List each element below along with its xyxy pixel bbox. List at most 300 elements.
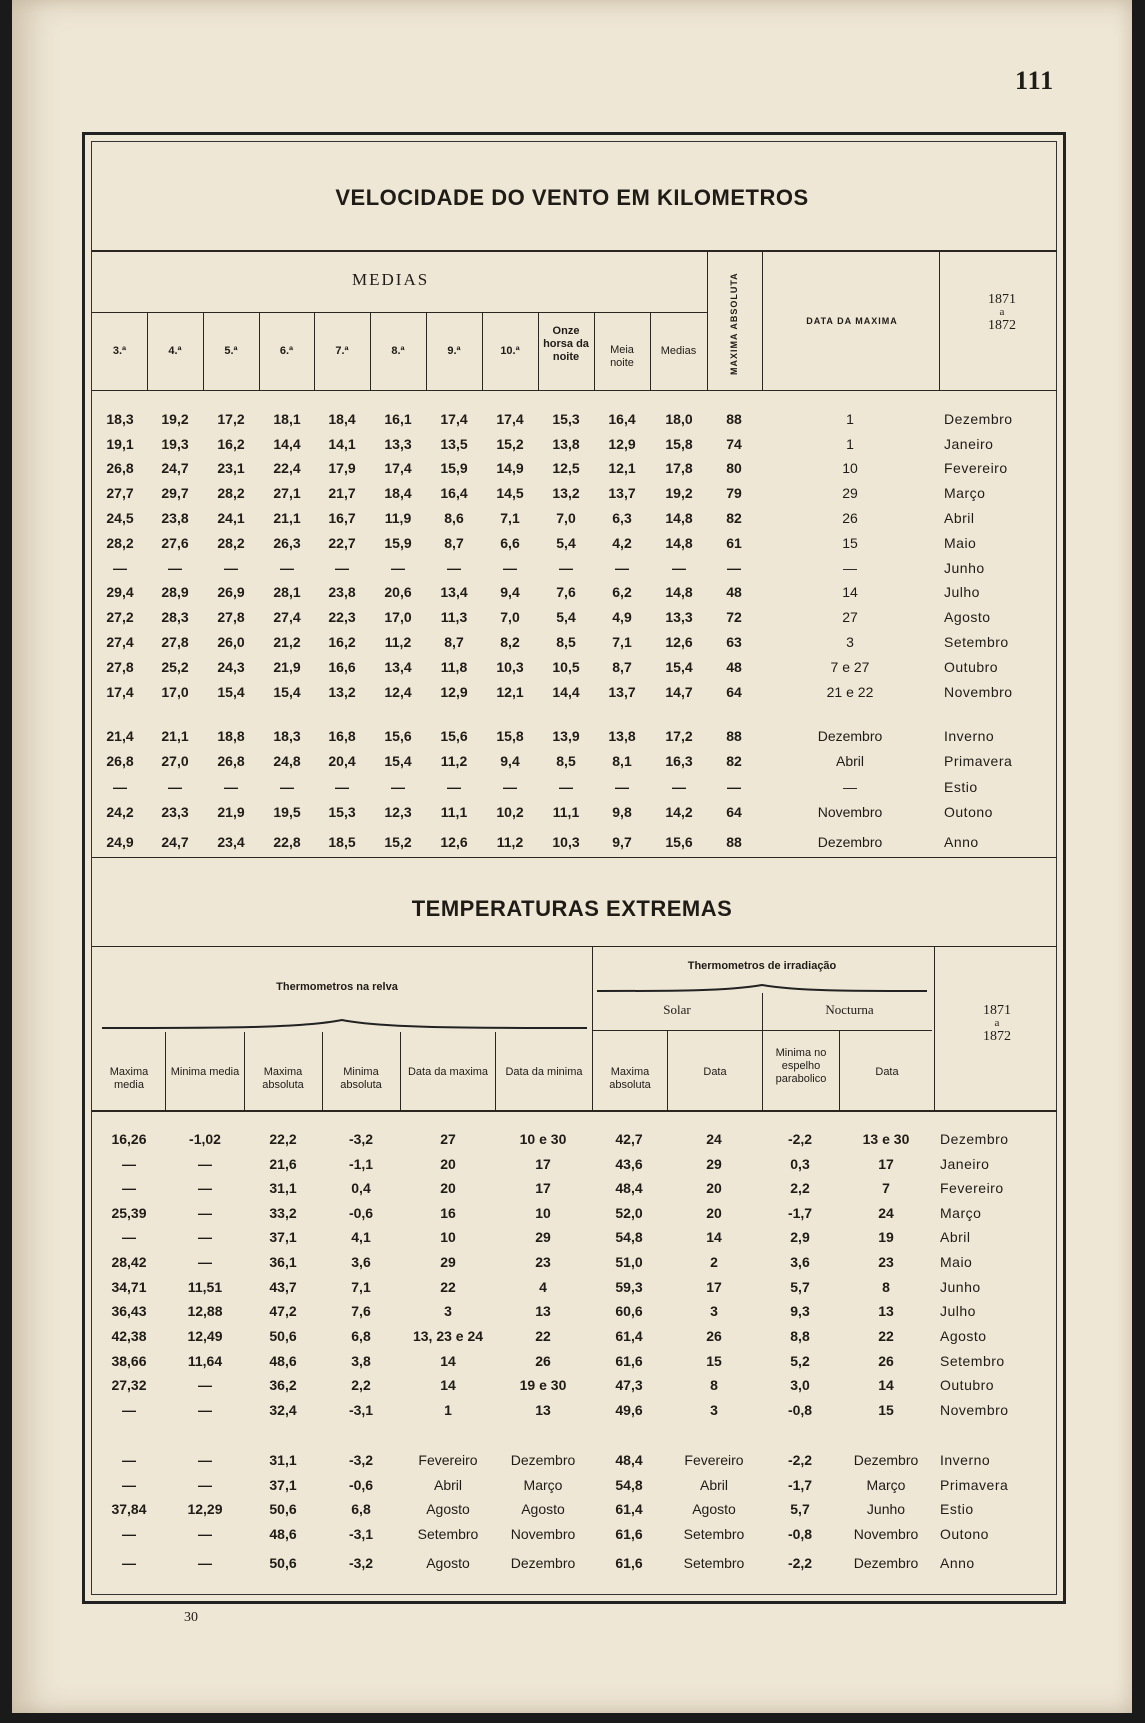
- wind-value-cell: 17,2: [665, 728, 693, 744]
- temp-value-cell: 22: [878, 1328, 894, 1344]
- temp-value-cell: Setembro: [683, 1526, 745, 1542]
- temp-value-cell: 48,6: [269, 1526, 297, 1542]
- wind-value-cell: 26: [842, 510, 858, 526]
- temp-value-cell: 2,2: [351, 1377, 371, 1393]
- temp-value-cell: 27: [440, 1131, 456, 1147]
- month-label: Abril: [940, 1229, 971, 1245]
- wind-value-cell: 15,3: [552, 411, 580, 427]
- wind-value-cell: 26,9: [217, 584, 245, 600]
- wind-value-cell: 13,2: [552, 485, 580, 501]
- wind-value-cell: 14,9: [496, 460, 524, 476]
- temp-value-cell: 26: [878, 1353, 894, 1369]
- temp-month-row: [12, 1202, 1132, 1224]
- temp-month-row: [12, 1177, 1132, 1199]
- temp-value-cell: 16,26: [111, 1131, 147, 1147]
- wind-value-cell: —: [672, 779, 686, 795]
- wind-value-cell: 15,8: [496, 728, 524, 744]
- wind-value-cell: 72: [726, 609, 742, 625]
- year-line-1: 1871: [988, 292, 1016, 307]
- col-min-media: Minima media: [170, 1066, 240, 1078]
- wind-value-cell: 14,4: [552, 684, 580, 700]
- temp-value-cell: —: [198, 1526, 212, 1542]
- wind-value-cell: 18,4: [384, 485, 412, 501]
- temp-value-cell: 48,4: [615, 1452, 643, 1468]
- wind-value-cell: 15,4: [273, 684, 301, 700]
- temp-value-cell: 60,6: [615, 1303, 643, 1319]
- temp-value-cell: —: [198, 1156, 212, 1172]
- wind-value-cell: 17,2: [217, 411, 245, 427]
- temp-value-cell: 22: [535, 1328, 551, 1344]
- wind-value-cell: 21,7: [328, 485, 356, 501]
- temp-value-cell: 2: [710, 1254, 718, 1270]
- wind-value-cell: 16,3: [665, 753, 693, 769]
- wind-value-cell: 25,2: [161, 659, 189, 675]
- col-header-4: 4.ª: [168, 345, 182, 357]
- wind-value-cell: —: [727, 779, 741, 795]
- month-label: Dezembro: [940, 1131, 1009, 1147]
- wind-value-cell: 3: [846, 634, 854, 650]
- temp-value-cell: —: [198, 1180, 212, 1196]
- temp-value-cell: 28,42: [111, 1254, 147, 1270]
- wind-value-cell: 23,4: [217, 834, 245, 850]
- year-line-1: 1871: [983, 1003, 1011, 1018]
- col-header-9: 9.ª: [447, 345, 461, 357]
- wind-value-cell: 29,4: [106, 584, 134, 600]
- temp-value-cell: 22,2: [269, 1131, 297, 1147]
- temp-value-cell: 61,6: [615, 1555, 643, 1571]
- month-label: Setembro: [944, 634, 1009, 650]
- temp-value-cell: -0,6: [348, 1477, 374, 1493]
- wind-value-cell: Novembro: [817, 804, 883, 820]
- temp-month-row: [12, 1226, 1132, 1248]
- wind-value-cell: —: [843, 779, 857, 795]
- wind-value-cell: 26,0: [217, 634, 245, 650]
- temp-season-row: [12, 1449, 1132, 1471]
- year-line-2: a: [999, 306, 1005, 318]
- temp-value-cell: 21,6: [269, 1156, 297, 1172]
- footer-number: 30: [184, 1610, 198, 1625]
- wind-value-cell: 88: [726, 728, 742, 744]
- temp-value-cell: Março: [523, 1477, 563, 1493]
- temp-value-cell: 5,7: [790, 1501, 810, 1517]
- temp-value-cell: -3,2: [348, 1452, 374, 1468]
- wind-title: VELOCIDADE DO VENTO EM KILOMETROS: [335, 185, 809, 210]
- wind-value-cell: 48: [726, 659, 742, 675]
- medias-label: MEDIAS: [352, 270, 430, 289]
- wind-value-cell: 17,4: [496, 411, 524, 427]
- temp-value-cell: —: [198, 1555, 212, 1571]
- col-sep: [839, 1030, 840, 1110]
- temp-value-cell: 15: [878, 1402, 894, 1418]
- temp-value-cell: Novembro: [510, 1526, 576, 1542]
- wind-value-cell: Dezembro: [817, 728, 883, 744]
- wind-value-cell: 26,8: [106, 460, 134, 476]
- col-data-min: Data da minima: [505, 1066, 583, 1078]
- month-label: Outubro: [940, 1377, 995, 1393]
- temp-value-cell: 36,2: [269, 1377, 297, 1393]
- col-header-8: 8.ª: [391, 345, 405, 357]
- wind-value-cell: 10: [842, 460, 858, 476]
- col-sep: [667, 1030, 668, 1110]
- wind-value-cell: 8,7: [444, 535, 464, 551]
- temp-season-row: [12, 1498, 1132, 1520]
- season-label: Primavera: [944, 753, 1013, 769]
- wind-value-cell: 64: [726, 684, 742, 700]
- wind-value-cell: 15,4: [384, 753, 412, 769]
- temp-value-cell: -2,2: [787, 1555, 813, 1571]
- temp-value-cell: 2,2: [790, 1180, 810, 1196]
- wind-value-cell: 27,8: [217, 609, 245, 625]
- temp-value-cell: 8,8: [790, 1328, 810, 1344]
- wind-value-cell: 22,8: [273, 834, 301, 850]
- temp-value-cell: 4,1: [351, 1229, 371, 1245]
- wind-value-cell: —: [224, 779, 238, 795]
- temp-value-cell: 36,43: [111, 1303, 147, 1319]
- wind-value-cell: 22,3: [328, 609, 356, 625]
- wind-value-cell: 63: [726, 634, 742, 650]
- wind-value-cell: 19,2: [161, 411, 189, 427]
- temp-value-cell: 20: [440, 1156, 456, 1172]
- wind-value-cell: 21,2: [273, 634, 301, 650]
- temp-value-cell: 37,1: [269, 1229, 297, 1245]
- wind-value-cell: —: [559, 779, 573, 795]
- wind-value-cell: 10,5: [552, 659, 580, 675]
- wind-value-cell: 29,7: [161, 485, 189, 501]
- wind-value-cell: —: [113, 779, 127, 795]
- temp-value-cell: —: [122, 1477, 136, 1493]
- temp-value-cell: 24: [706, 1131, 722, 1147]
- wind-value-cell: 15,9: [384, 535, 412, 551]
- temp-value-cell: —: [198, 1452, 212, 1468]
- wind-value-cell: 11,2: [384, 634, 412, 650]
- wind-value-cell: —: [672, 560, 686, 576]
- temp-value-cell: 17: [878, 1156, 894, 1172]
- wind-value-cell: 27,4: [273, 609, 301, 625]
- wind-value-cell: 8,2: [500, 634, 520, 650]
- season-label: Estio: [940, 1501, 974, 1517]
- page-number: 111: [1015, 66, 1055, 95]
- wind-value-cell: —: [168, 560, 182, 576]
- temp-value-cell: 10: [440, 1229, 456, 1245]
- temp-value-cell: -2,2: [787, 1452, 813, 1468]
- temp-value-cell: —: [198, 1402, 212, 1418]
- temp-value-cell: 32,4: [269, 1402, 297, 1418]
- month-label: Fevereiro: [940, 1180, 1004, 1196]
- wind-value-cell: 27,6: [161, 535, 189, 551]
- wind-value-cell: —: [615, 779, 629, 795]
- temp-value-cell: Dezembro: [853, 1452, 919, 1468]
- wind-value-cell: 17,4: [384, 460, 412, 476]
- col-data-max: Data da maxima: [407, 1066, 489, 1078]
- temp-value-cell: 11,51: [187, 1279, 223, 1295]
- month-label: Janeiro: [940, 1156, 990, 1172]
- wind-value-cell: 13,8: [552, 436, 580, 452]
- temp-value-cell: 37,84: [111, 1501, 147, 1517]
- temp-value-cell: 16: [440, 1205, 456, 1221]
- temp-value-cell: Setembro: [683, 1555, 745, 1571]
- temp-value-cell: Abril: [433, 1477, 462, 1493]
- temp-value-cell: 47,2: [269, 1303, 297, 1319]
- wind-value-cell: 18,8: [217, 728, 245, 744]
- col-min-abs: Minima absoluta: [340, 1066, 382, 1091]
- col-sep: [322, 1032, 323, 1110]
- temp-value-cell: 37,1: [269, 1477, 297, 1493]
- wind-value-cell: 28,2: [106, 535, 134, 551]
- temp-value-cell: 29: [440, 1254, 456, 1270]
- temp-value-cell: 3,0: [790, 1377, 810, 1393]
- wind-value-cell: 24,2: [106, 804, 134, 820]
- wind-value-cell: 16,7: [328, 510, 356, 526]
- wind-value-cell: 24,7: [161, 460, 189, 476]
- wind-value-cell: 13,2: [328, 684, 356, 700]
- wind-value-cell: 26,8: [106, 753, 134, 769]
- wind-value-cell: —: [447, 779, 461, 795]
- wind-value-cell: 28,9: [161, 584, 189, 600]
- temp-value-cell: Agosto: [692, 1501, 736, 1517]
- temp-value-cell: 12,49: [187, 1328, 223, 1344]
- wind-value-cell: 28,2: [217, 485, 245, 501]
- temp-value-cell: 6,8: [351, 1501, 371, 1517]
- temp-section: [12, 0, 1132, 1713]
- temp-value-cell: 8: [710, 1377, 718, 1393]
- temp-value-cell: 29: [535, 1229, 551, 1245]
- temp-value-cell: —: [122, 1180, 136, 1196]
- wind-value-cell: 24,9: [106, 834, 134, 850]
- wind-value-cell: 7 e 27: [830, 659, 870, 675]
- season-label: Primavera: [940, 1477, 1009, 1493]
- book-page: [12, 0, 1132, 1713]
- wind-value-cell: 6,6: [500, 535, 520, 551]
- temp-value-cell: —: [122, 1526, 136, 1542]
- temp-value-cell: 48,4: [615, 1180, 643, 1196]
- temp-value-cell: —: [198, 1205, 212, 1221]
- temp-value-cell: -3,2: [348, 1131, 374, 1147]
- wind-value-cell: 7,1: [500, 510, 520, 526]
- col-header-10: 10.ª: [500, 345, 520, 357]
- temp-value-cell: 6,8: [351, 1328, 371, 1344]
- wind-value-cell: 48: [726, 584, 742, 600]
- wind-value-cell: 14,8: [665, 535, 693, 551]
- wind-value-cell: 14,7: [665, 684, 693, 700]
- wind-value-cell: 27,1: [273, 485, 301, 501]
- wind-value-cell: 21,1: [273, 510, 301, 526]
- temp-value-cell: -3,1: [348, 1526, 374, 1542]
- temp-value-cell: Fevereiro: [684, 1452, 744, 1468]
- temp-value-cell: —: [122, 1555, 136, 1571]
- wind-value-cell: 74: [726, 436, 742, 452]
- month-label: Junho: [944, 560, 985, 576]
- wind-value-cell: 8,7: [612, 659, 632, 675]
- wind-value-cell: 23,1: [217, 460, 245, 476]
- col-noct-min: Minima no espelho parabolico: [775, 1047, 827, 1085]
- wind-value-cell: 22,4: [273, 460, 301, 476]
- wind-value-cell: 9,4: [500, 584, 520, 600]
- season-label: Outono: [940, 1526, 989, 1542]
- wind-value-cell: 11,1: [552, 804, 580, 820]
- wind-value-cell: 82: [726, 753, 742, 769]
- wind-value-cell: 8,5: [556, 634, 576, 650]
- wind-value-cell: 5,4: [556, 609, 576, 625]
- wind-value-cell: 61: [726, 535, 742, 551]
- wind-value-cell: 15,2: [384, 834, 412, 850]
- temp-header-bottom-rule: [92, 1110, 1057, 1112]
- season-label: Estio: [944, 779, 978, 795]
- wind-value-cell: 13,4: [440, 584, 468, 600]
- wind-value-cell: 16,8: [328, 728, 356, 744]
- temp-value-cell: 61,6: [615, 1353, 643, 1369]
- wind-value-cell: 24,7: [161, 834, 189, 850]
- temp-value-cell: 26: [706, 1328, 722, 1344]
- temp-value-cell: 31,1: [269, 1180, 297, 1196]
- wind-value-cell: 8,6: [444, 510, 464, 526]
- wind-value-cell: 4,9: [612, 609, 632, 625]
- temp-value-cell: 20: [706, 1205, 722, 1221]
- wind-value-cell: 1: [846, 411, 854, 427]
- wind-value-cell: 17,8: [665, 460, 693, 476]
- irradiacao-label: Thermometros de irradiação: [687, 960, 837, 972]
- wind-value-cell: 20,4: [328, 753, 356, 769]
- wind-value-cell: 24,8: [273, 753, 301, 769]
- temp-value-cell: 5,7: [790, 1279, 810, 1295]
- wind-value-cell: 8,7: [444, 634, 464, 650]
- temp-value-cell: 14: [878, 1377, 894, 1393]
- wind-value-cell: —: [559, 560, 573, 576]
- wind-value-cell: 14,8: [665, 584, 693, 600]
- temp-value-cell: -0,8: [787, 1526, 813, 1542]
- temp-value-cell: -1,02: [189, 1131, 221, 1147]
- temp-value-cell: -1,1: [348, 1156, 374, 1172]
- temp-value-cell: -0,8: [787, 1402, 813, 1418]
- temp-value-cell: Março: [866, 1477, 906, 1493]
- col-sep: [592, 946, 593, 1110]
- temp-value-cell: 13 e 30: [862, 1131, 910, 1147]
- wind-value-cell: 13,4: [384, 659, 412, 675]
- wind-value-cell: 64: [726, 804, 742, 820]
- wind-value-cell: 27,0: [161, 753, 189, 769]
- temp-value-cell: 9,3: [790, 1303, 810, 1319]
- wind-value-cell: 8,5: [556, 753, 576, 769]
- wind-value-cell: 14,2: [665, 804, 693, 820]
- temp-value-cell: -3,1: [348, 1402, 374, 1418]
- temp-month-row: [12, 1325, 1132, 1347]
- relva-brace: [102, 1016, 587, 1036]
- col-max-media: Maxima media: [109, 1066, 149, 1091]
- wind-value-cell: 15,3: [328, 804, 356, 820]
- wind-value-cell: 11,9: [384, 510, 412, 526]
- temp-value-cell: 54,8: [615, 1477, 643, 1493]
- temp-value-cell: 4: [539, 1279, 547, 1295]
- wind-value-cell: 10,3: [552, 834, 580, 850]
- temp-value-cell: —: [198, 1477, 212, 1493]
- wind-value-cell: —: [727, 560, 741, 576]
- temp-value-cell: Agosto: [521, 1501, 565, 1517]
- temp-value-cell: 10 e 30: [519, 1131, 567, 1147]
- month-label: Agosto: [940, 1328, 987, 1344]
- wind-value-cell: 21,1: [161, 728, 189, 744]
- month-label: Março: [944, 485, 986, 501]
- wind-value-cell: 11,8: [440, 659, 468, 675]
- temp-value-cell: 38,66: [111, 1353, 147, 1369]
- wind-value-cell: —: [447, 560, 461, 576]
- temp-value-cell: 42,7: [615, 1131, 643, 1147]
- temp-value-cell: -1,7: [787, 1205, 813, 1221]
- temp-value-cell: 7: [882, 1180, 890, 1196]
- temp-value-cell: Novembro: [853, 1526, 919, 1542]
- wind-value-cell: —: [335, 560, 349, 576]
- temp-value-cell: 23: [535, 1254, 551, 1270]
- temp-value-cell: -1,7: [787, 1477, 813, 1493]
- relva-label: Thermometros na relva: [276, 981, 398, 993]
- wind-value-cell: 24,5: [106, 510, 134, 526]
- temp-value-cell: 19 e 30: [519, 1377, 567, 1393]
- wind-value-cell: 18,0: [665, 411, 693, 427]
- temp-value-cell: 61,4: [615, 1501, 643, 1517]
- temp-value-cell: 27,32: [111, 1377, 147, 1393]
- temp-month-row: [12, 1374, 1132, 1396]
- season-label: Outono: [944, 804, 993, 820]
- month-label: Novembro: [944, 684, 1013, 700]
- col-sep: [244, 1032, 245, 1110]
- wind-value-cell: 18,4: [328, 411, 356, 427]
- wind-value-cell: 19,1: [106, 436, 134, 452]
- wind-value-cell: 12,6: [665, 634, 693, 650]
- temp-value-cell: 59,3: [615, 1279, 643, 1295]
- temp-value-cell: 2,9: [790, 1229, 810, 1245]
- wind-value-cell: 23,8: [328, 584, 356, 600]
- wind-value-cell: 15,9: [440, 460, 468, 476]
- season-label: Inverno: [944, 728, 995, 744]
- wind-value-cell: 27,8: [161, 634, 189, 650]
- temp-value-cell: Fevereiro: [418, 1452, 478, 1468]
- col-sep: [762, 993, 763, 1110]
- wind-value-cell: 15,6: [440, 728, 468, 744]
- temp-value-cell: 61,6: [615, 1526, 643, 1542]
- temp-value-cell: Setembro: [417, 1526, 479, 1542]
- wind-value-cell: 13,7: [608, 684, 636, 700]
- temp-value-cell: 50,6: [269, 1555, 297, 1571]
- temp-season-row: [12, 1474, 1132, 1496]
- col-header-5: 5.ª: [224, 345, 238, 357]
- month-label: Agosto: [944, 609, 991, 625]
- wind-value-cell: 28,3: [161, 609, 189, 625]
- temp-value-cell: 33,2: [269, 1205, 297, 1221]
- wind-value-cell: 12,4: [384, 684, 412, 700]
- temp-value-cell: 14: [706, 1229, 722, 1245]
- temp-value-cell: 25,39: [111, 1205, 147, 1221]
- temp-value-cell: 34,71: [111, 1279, 147, 1295]
- wind-value-cell: 15: [842, 535, 858, 551]
- temp-month-row: [12, 1276, 1132, 1298]
- wind-value-cell: 27,8: [106, 659, 134, 675]
- temp-month-row: [12, 1350, 1132, 1372]
- temp-value-cell: 49,6: [615, 1402, 643, 1418]
- wind-value-cell: 24,3: [217, 659, 245, 675]
- data-maxima-label: DATA DA MAXIMA: [806, 316, 898, 326]
- col-max-abs: Maxima absoluta: [262, 1066, 304, 1091]
- wind-value-cell: 13,5: [440, 436, 468, 452]
- temp-value-cell: 42,38: [111, 1328, 147, 1344]
- temp-value-cell: 3,6: [790, 1254, 810, 1270]
- month-label: Fevereiro: [944, 460, 1008, 476]
- temp-value-cell: 13: [535, 1402, 551, 1418]
- wind-value-cell: 4,2: [612, 535, 632, 551]
- temp-value-cell: 52,0: [615, 1205, 643, 1221]
- wind-value-cell: 27,7: [106, 485, 134, 501]
- wind-value-cell: 13,3: [665, 609, 693, 625]
- temp-month-row: [12, 1153, 1132, 1175]
- temp-value-cell: —: [122, 1402, 136, 1418]
- wind-value-cell: 27,4: [106, 634, 134, 650]
